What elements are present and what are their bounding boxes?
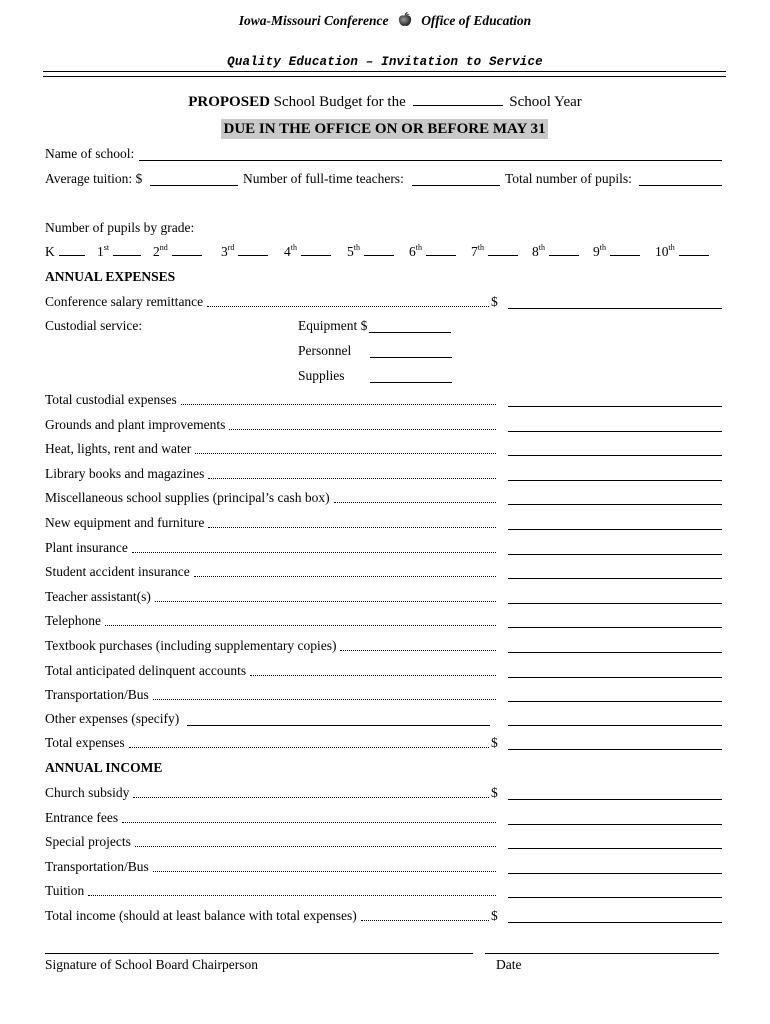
conference-salary-label: Conference salary remittance: [45, 294, 204, 309]
income-label: Total income (should at least balance with total expenses): [45, 908, 357, 923]
title-proposed: PROPOSED: [188, 94, 270, 110]
dot-leader: [105, 625, 496, 626]
grades-row: [45, 244, 735, 264]
teachers-field[interactable]: [412, 185, 500, 186]
grade-count-field[interactable]: [426, 244, 456, 256]
dot-leader: [132, 552, 496, 553]
grade-suffix: th: [477, 243, 484, 252]
equipment-field[interactable]: [369, 332, 451, 333]
expense-row-total-anticipated-delinquent-accounts: [45, 663, 725, 681]
title-end: School Year: [509, 94, 582, 110]
income-label: Transportation/Bus: [45, 859, 149, 874]
grade-suffix: th: [290, 243, 297, 252]
expense-label: Grounds and plant improvements: [45, 417, 226, 432]
expense-label: Textbook purchases (including supplementary copies): [45, 638, 337, 653]
income-amount-field[interactable]: [508, 799, 722, 800]
conference-salary-row: [45, 294, 725, 312]
income-amount-field[interactable]: [508, 824, 722, 825]
expense-label: Total custodial expenses: [45, 392, 177, 407]
expense-row-telephone: [45, 613, 725, 631]
teachers-label: Number of full-time teachers:: [243, 171, 404, 186]
custodial-label: Custodial service:: [45, 318, 143, 333]
supplies-label: Supplies: [298, 368, 345, 383]
dot-leader: [129, 747, 489, 748]
expense-amount-field[interactable]: [508, 677, 722, 678]
dot-leader: [195, 453, 496, 454]
grade-label: K: [45, 244, 55, 259]
income-amount-field[interactable]: [508, 897, 722, 898]
grade-count-field[interactable]: [172, 244, 202, 256]
equipment-label: Equipment $: [298, 318, 368, 333]
expense-label: Plant insurance: [45, 540, 128, 555]
dot-leader: [340, 650, 496, 651]
personnel-field[interactable]: [370, 357, 452, 358]
grade-suffix: th: [599, 243, 606, 252]
expense-label: Student accident insurance: [45, 564, 190, 579]
expense-amount-field[interactable]: [508, 554, 722, 555]
tagline: Quality Education – Invitation to Service: [227, 55, 543, 69]
expense-label: Library books and magazines: [45, 466, 205, 481]
supplies-field[interactable]: [370, 382, 452, 383]
conference-header: [0, 12, 770, 31]
expense-label: Miscellaneous school supplies (principal’s cash box): [45, 490, 330, 505]
grade-label: 10: [655, 244, 669, 259]
total-pupils-label: Total number of pupils:: [505, 171, 632, 186]
dollar-sign: $: [491, 294, 498, 309]
chair-signature-label: Signature of School Board Chairperson: [45, 957, 258, 972]
grade-count-field[interactable]: [364, 244, 394, 256]
expense-label: Total anticipated delinquent accounts: [45, 663, 247, 678]
grade-count-field[interactable]: [488, 244, 518, 256]
expense-label: Transportation/Bus: [45, 687, 149, 702]
grade-count-field[interactable]: [59, 244, 85, 256]
dot-leader: [155, 601, 496, 602]
school-year-field[interactable]: [413, 93, 503, 106]
grade-count-field[interactable]: [679, 244, 709, 256]
grade-label: 4: [284, 244, 291, 259]
dot-leader: [229, 429, 496, 430]
grades-label: Number of pupils by grade:: [45, 220, 195, 235]
expense-amount-field[interactable]: [508, 480, 722, 481]
other-expenses-amount-field[interactable]: [508, 725, 722, 726]
expense-row-teacher-assistant-s: [45, 589, 725, 607]
grade-label: 7: [471, 244, 478, 259]
expense-label: Telephone: [45, 613, 102, 628]
expense-amount-field[interactable]: [508, 627, 722, 628]
total-expenses-label: Total expenses: [45, 735, 125, 750]
other-expenses-label: Other expenses (specify): [45, 711, 180, 726]
office-name: Office of Education: [421, 13, 532, 28]
expense-row-plant-insurance: [45, 540, 725, 558]
grade-5-item: [347, 244, 394, 260]
form-title: [0, 93, 770, 111]
expense-amount-field[interactable]: [508, 529, 722, 530]
dot-leader: [122, 822, 496, 823]
income-amount-field[interactable]: [508, 922, 722, 923]
grade-1-item: [97, 244, 141, 260]
grade-2-item: [153, 244, 202, 260]
expense-label: Heat, lights, rent and water: [45, 441, 192, 456]
expense-amount-field[interactable]: [508, 652, 722, 653]
income-row-entrance-fees: [45, 810, 725, 828]
income-label: Tuition: [45, 883, 85, 898]
date-field[interactable]: [485, 953, 719, 954]
grade-9-item: [593, 244, 640, 260]
grade-label: 8: [532, 244, 539, 259]
expense-row-textbook-purchases-including-supplementary-copies: [45, 638, 725, 656]
annual-expenses-heading: ANNUAL EXPENSES: [45, 269, 176, 284]
grade-10-item: [655, 244, 709, 260]
dot-leader: [153, 699, 496, 700]
grade-4-item: [284, 244, 331, 260]
grade-6-item: [409, 244, 456, 260]
grade-count-field[interactable]: [549, 244, 579, 256]
dot-leader: [334, 502, 496, 503]
grade-suffix: th: [353, 243, 360, 252]
grade-3-item: [221, 244, 268, 260]
dollar-sign: $: [491, 908, 498, 923]
expense-row-heat-lights-rent-and-water: [45, 441, 725, 459]
dot-leader: [88, 895, 496, 896]
grade-suffix: th: [538, 243, 545, 252]
income-row-tuition: [45, 883, 725, 901]
title-middle: School Budget for the: [273, 94, 406, 110]
expense-label: New equipment and furniture: [45, 515, 205, 530]
expense-row-total-custodial-expenses: [45, 392, 725, 410]
grade-label: 5: [347, 244, 354, 259]
income-row-special-projects: [45, 834, 725, 852]
grade-label: 3: [221, 244, 228, 259]
personnel-label: Personnel: [298, 343, 352, 358]
due-banner: DUE IN THE OFFICE ON OR BEFORE MAY 31: [221, 119, 548, 139]
grade-count-field[interactable]: [610, 244, 640, 256]
apple-icon: [398, 12, 412, 31]
dot-leader: [361, 920, 489, 921]
dot-leader: [207, 306, 489, 307]
grade-8-item: [532, 244, 579, 260]
school-name-field[interactable]: [139, 160, 722, 161]
expense-row-miscellaneous-school-supplies-principal-s-cash-box: [45, 490, 725, 508]
school-name-label: Name of school:: [45, 146, 135, 161]
dot-leader: [135, 846, 496, 847]
grade-suffix: th: [415, 243, 422, 252]
expense-row-library-books-and-magazines: [45, 466, 725, 484]
income-amount-field[interactable]: [508, 873, 722, 874]
dollar-sign: $: [491, 785, 498, 800]
dot-leader: [194, 576, 496, 577]
grade-count-field[interactable]: [238, 244, 268, 256]
expense-row-transportation-bus: [45, 687, 725, 705]
total-expenses-field[interactable]: [508, 749, 722, 750]
dollar-sign: $: [491, 735, 498, 750]
header-rule-bottom: [43, 76, 726, 77]
grade-label: 2: [153, 244, 160, 259]
grade-label: 9: [593, 244, 600, 259]
expense-row-new-equipment-and-furniture: [45, 515, 725, 533]
expense-amount-field[interactable]: [508, 406, 722, 407]
expense-amount-field[interactable]: [508, 701, 722, 702]
dot-leader: [181, 404, 496, 405]
grade-7-item: [471, 244, 518, 260]
expense-amount-field[interactable]: [508, 603, 722, 604]
dot-leader: [250, 675, 496, 676]
total-expenses-row: [45, 735, 725, 753]
income-row-church-subsidy: [45, 785, 725, 803]
income-label: Special projects: [45, 834, 131, 849]
grade-k-item: [45, 244, 85, 260]
chair-signature-field[interactable]: [45, 953, 473, 954]
grade-suffix: rd: [227, 243, 235, 252]
expense-amount-field[interactable]: [508, 455, 722, 456]
conference-salary-field[interactable]: [508, 308, 722, 309]
income-row-transportation-bus: [45, 859, 725, 877]
avg-tuition-field[interactable]: [150, 185, 238, 186]
grade-suffix: nd: [159, 243, 168, 252]
income-amount-field[interactable]: [508, 848, 722, 849]
grade-count-field[interactable]: [113, 244, 141, 256]
grade-label: 1: [97, 244, 104, 259]
grade-suffix: th: [668, 243, 675, 252]
expense-row-grounds-and-plant-improvements: [45, 417, 725, 435]
expense-label: Teacher assistant(s): [45, 589, 151, 604]
dot-leader: [208, 478, 496, 479]
expense-amount-field[interactable]: [508, 504, 722, 505]
income-row-total-income-should-at-least-balance-with-total-expenses: [45, 908, 725, 926]
dot-leader: [208, 527, 496, 528]
total-pupils-field[interactable]: [639, 185, 722, 186]
dot-leader: [133, 797, 489, 798]
income-label: Entrance fees: [45, 810, 119, 825]
other-expenses-specify-field[interactable]: [187, 725, 490, 726]
grade-label: 6: [409, 244, 416, 259]
conference-name: Iowa-Missouri Conference: [238, 13, 389, 28]
expense-amount-field[interactable]: [508, 431, 722, 432]
income-label: Church subsidy: [45, 785, 130, 800]
expense-row-student-accident-insurance: [45, 564, 725, 582]
expense-amount-field[interactable]: [508, 578, 722, 579]
dot-leader: [153, 871, 496, 872]
annual-income-heading: ANNUAL INCOME: [45, 760, 163, 775]
header-rule-top: [43, 71, 726, 72]
date-label: Date: [496, 957, 522, 972]
grade-count-field[interactable]: [301, 244, 331, 256]
avg-tuition-label: Average tuition: $: [45, 171, 143, 186]
grade-suffix: st: [103, 243, 110, 252]
